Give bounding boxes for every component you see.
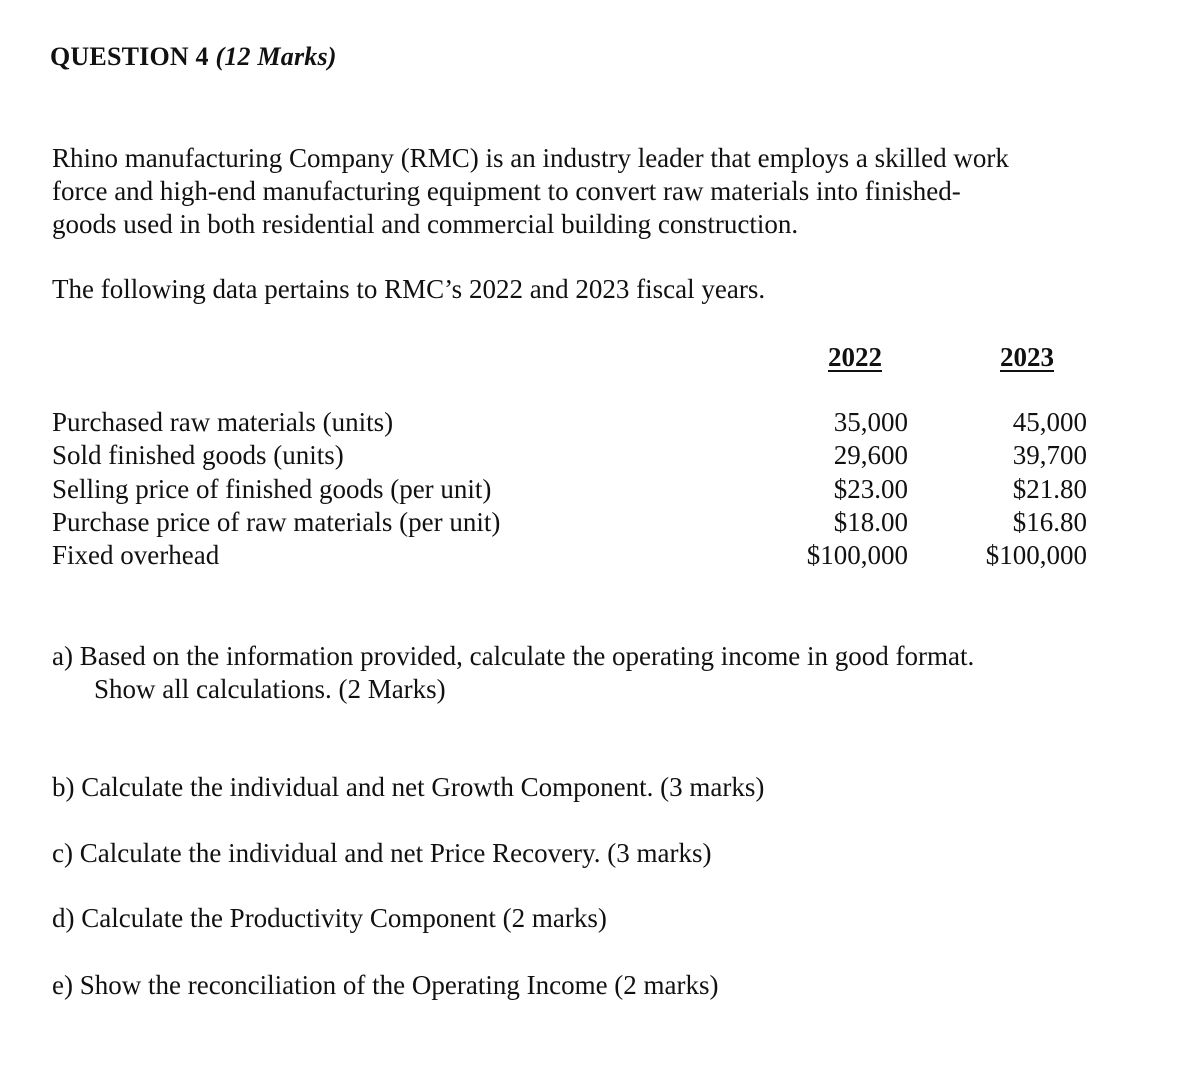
question-title: QUESTION 4 <box>50 42 209 71</box>
value-2022: $18.00 <box>833 507 908 537</box>
table-row <box>0 440 1202 473</box>
value-2023: 39,700 <box>1012 440 1087 470</box>
value-2023: 45,000 <box>1012 407 1087 437</box>
value-2023: $21.80 <box>1012 474 1087 504</box>
question-heading <box>50 42 337 72</box>
task-a <box>52 640 974 706</box>
question-marks: (12 Marks) <box>215 42 337 71</box>
row-label: Selling price of finished goods (per unit) <box>52 474 492 504</box>
table-row <box>0 474 1202 507</box>
value-2022: 29,600 <box>833 440 908 470</box>
task-a-line2: Show all calculations. (2 Marks) <box>94 674 446 704</box>
value-2022: $23.00 <box>833 474 908 504</box>
intro-line: goods used in both residential and commercial building construction. <box>52 209 799 239</box>
row-label: Purchased raw materials (units) <box>52 407 394 437</box>
intro-line: Rhino manufacturing Company (RMC) is an industry leader that employs a skilled work <box>52 143 1009 173</box>
task-d: d) Calculate the Productivity Component (2 marks) <box>52 903 607 933</box>
task-e: e) Show the reconciliation of the Operating Income (2 marks) <box>52 970 719 1000</box>
task-b: b) Calculate the individual and net Growth Component. (3 marks) <box>52 772 765 802</box>
value-2022: 35,000 <box>833 407 908 437</box>
value-2023: $100,000 <box>985 540 1087 570</box>
task-c: c) Calculate the individual and net Price Recovery. (3 marks) <box>52 838 712 868</box>
data-intro-text: The following data pertains to RMC’s 2022 and 2023 fiscal years. <box>52 274 766 304</box>
intro-line: force and high-end manufacturing equipment to convert raw materials into finished- <box>52 176 961 206</box>
row-label: Sold finished goods (units) <box>52 440 344 470</box>
table-row <box>0 540 1202 573</box>
table-row <box>0 507 1202 540</box>
table-row <box>0 407 1202 440</box>
row-label: Purchase price of raw materials (per unit) <box>52 507 501 537</box>
column-header-2023: 2023 <box>1000 342 1054 372</box>
row-label: Fixed overhead <box>52 540 220 570</box>
intro-paragraph <box>52 142 1132 241</box>
value-2023: $16.80 <box>1012 507 1087 537</box>
task-a-line1: a) Based on the information provided, calculate the operating income in good format. <box>52 641 975 671</box>
value-2022: $100,000 <box>806 540 908 570</box>
column-header-2022: 2022 <box>828 342 882 372</box>
